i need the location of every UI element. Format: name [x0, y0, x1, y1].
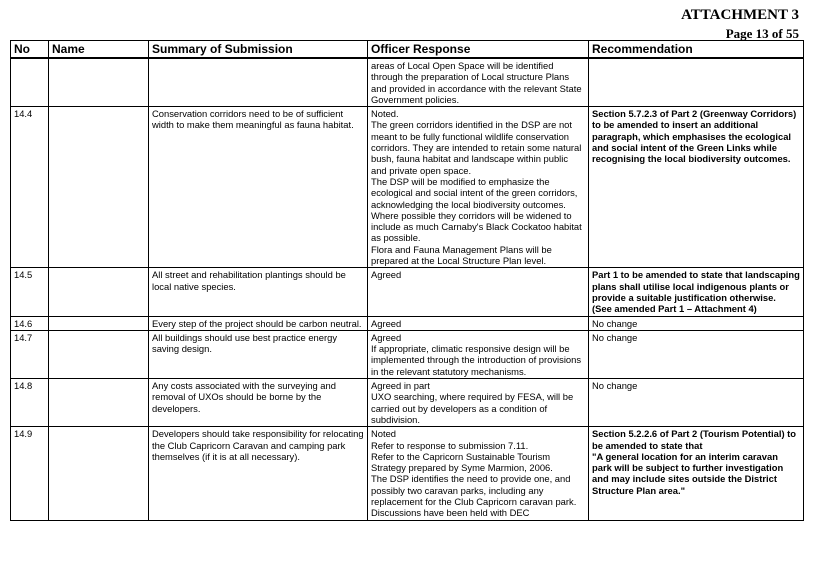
row-number: 14.8 [11, 379, 49, 427]
row-recommendation [589, 316, 804, 330]
row-number: 14.9 [11, 427, 49, 520]
row-name [49, 427, 149, 520]
recommendation-text: No change [592, 317, 638, 329]
row-response [368, 58, 589, 107]
column-header-no: No [11, 41, 49, 59]
row-response [368, 268, 589, 316]
recommendation-text: Section 5.2.2.6 of Part 2 (Tourism Potential) to be amended to state that [592, 428, 797, 451]
table-row [11, 379, 804, 427]
row-response [368, 379, 589, 427]
submissions-table [10, 40, 804, 521]
row-summary [149, 58, 368, 107]
recommendation-text: (See amended Part 1 – Attachment 4) [592, 303, 757, 315]
response-paragraph: Refer to the Capricorn Sustainable Tourism Strategy prepared by Syme Marmion, 2006. [371, 450, 553, 474]
response-paragraph: Noted. [371, 108, 399, 120]
response-paragraph: areas of Local Open Space will be identified through the preparation of Local structure Plans and provided in accordance with the relevant State Government policies. [371, 60, 582, 105]
row-response [368, 107, 589, 268]
response-paragraph: The green corridors identified in the DSP are not meant to be fully functional wildlife conservation corridors. They are intended to retain some natural bush, fauna habitat and landscape within public and private open space. [371, 119, 582, 176]
response-paragraph: Noted [371, 428, 397, 440]
recommendation-text: No change [592, 331, 638, 343]
row-response [368, 316, 589, 330]
row-name [49, 379, 149, 427]
response-paragraph: If appropriate, climatic responsive design will be implemented through the introduction of provisions in the relevant statutory mechanisms. [371, 343, 582, 377]
column-header-response: Officer Response [368, 41, 589, 59]
response-paragraph: Agreed [371, 269, 402, 281]
row-summary: Conservation corridors need to be of sufficient width to make them meaningful as fauna habitat. [149, 107, 368, 268]
row-summary: All buildings should use best practice energy saving design. [149, 330, 368, 378]
response-paragraph: Where possible they corridors will be widened to include as much Carnaby's Black Cockatoo habitat as possible. [371, 209, 582, 244]
table-row [11, 330, 804, 378]
row-recommendation [589, 107, 804, 268]
table-header-row [11, 41, 804, 59]
table-body [11, 58, 804, 520]
response-paragraph: Agreed in part [371, 380, 430, 392]
row-number: 14.4 [11, 107, 49, 268]
row-summary: Every step of the project should be carbon neutral. [149, 316, 368, 330]
response-paragraph: The DSP identifies the need to provide one, and possibly two caravan parks, including any replacement for the Club Capricorn caravan park. [371, 473, 577, 507]
row-recommendation [589, 427, 804, 520]
table-row [11, 316, 804, 330]
row-recommendation [589, 58, 804, 107]
recommendation-text: Part 1 to be amended to state that landscaping plans shall utilise local indigenous plants or provide a suitable justification otherwise. [592, 269, 800, 303]
row-number [11, 58, 49, 107]
table-row [11, 107, 804, 268]
column-header-name: Name [49, 41, 149, 59]
recommendation-text: "A general location for an interim caravan park will be subject to further investigation and may include sites outside the District Structure Plan area." [592, 450, 784, 496]
page-number: Page 13 of 55 [725, 26, 799, 41]
row-summary: All street and rehabilitation plantings should be local native species. [149, 268, 368, 316]
response-paragraph: UXO searching, where required by FESA, will be carried out by developers as a condition of subdivision. [371, 391, 574, 425]
row-name [49, 107, 149, 268]
row-recommendation [589, 330, 804, 378]
response-paragraph: Agreed [371, 317, 402, 329]
response-paragraph: Discussions have been held with DEC [371, 507, 530, 519]
attachment-label: ATTACHMENT 3 [681, 7, 799, 23]
table-row [11, 427, 804, 520]
table-row [11, 58, 804, 107]
row-summary: Developers should take responsibility for relocating the Club Capricorn Caravan and camping park themselves (if it is at all necessary). [149, 427, 368, 520]
response-paragraph: Agreed [371, 331, 402, 343]
row-number: 14.5 [11, 268, 49, 316]
row-response [368, 330, 589, 378]
response-paragraph: Refer to response to submission 7.11. [371, 439, 529, 451]
response-paragraph: Flora and Fauna Management Plans will be prepared at the Local Structure Plan level. [371, 243, 552, 267]
table-row [11, 268, 804, 316]
row-response [368, 427, 589, 520]
row-recommendation [589, 379, 804, 427]
row-summary: Any costs associated with the surveying and removal of UXOs should be borne by the developers. [149, 379, 368, 427]
row-name [49, 58, 149, 107]
row-number: 14.6 [11, 316, 49, 330]
recommendation-text: Section 5.7.2.3 of Part 2 (Greenway Corridors) to be amended to insert an additional paragraph, which emphasises the ecological and social intent of the Green Links while recognising the local biodiversity outcomes. [592, 108, 797, 165]
response-paragraph: The DSP will be modified to emphasize the ecological and social intent of the green corridors, acknowledging the local biodiversity outcomes. [371, 175, 578, 210]
row-name [49, 330, 149, 378]
row-recommendation [589, 268, 804, 316]
recommendation-text: No change [592, 380, 638, 392]
row-name [49, 268, 149, 316]
row-number: 14.7 [11, 330, 49, 378]
column-header-summary: Summary of Submission [149, 41, 368, 59]
row-name [49, 316, 149, 330]
column-header-recommendation: Recommendation [589, 41, 804, 59]
